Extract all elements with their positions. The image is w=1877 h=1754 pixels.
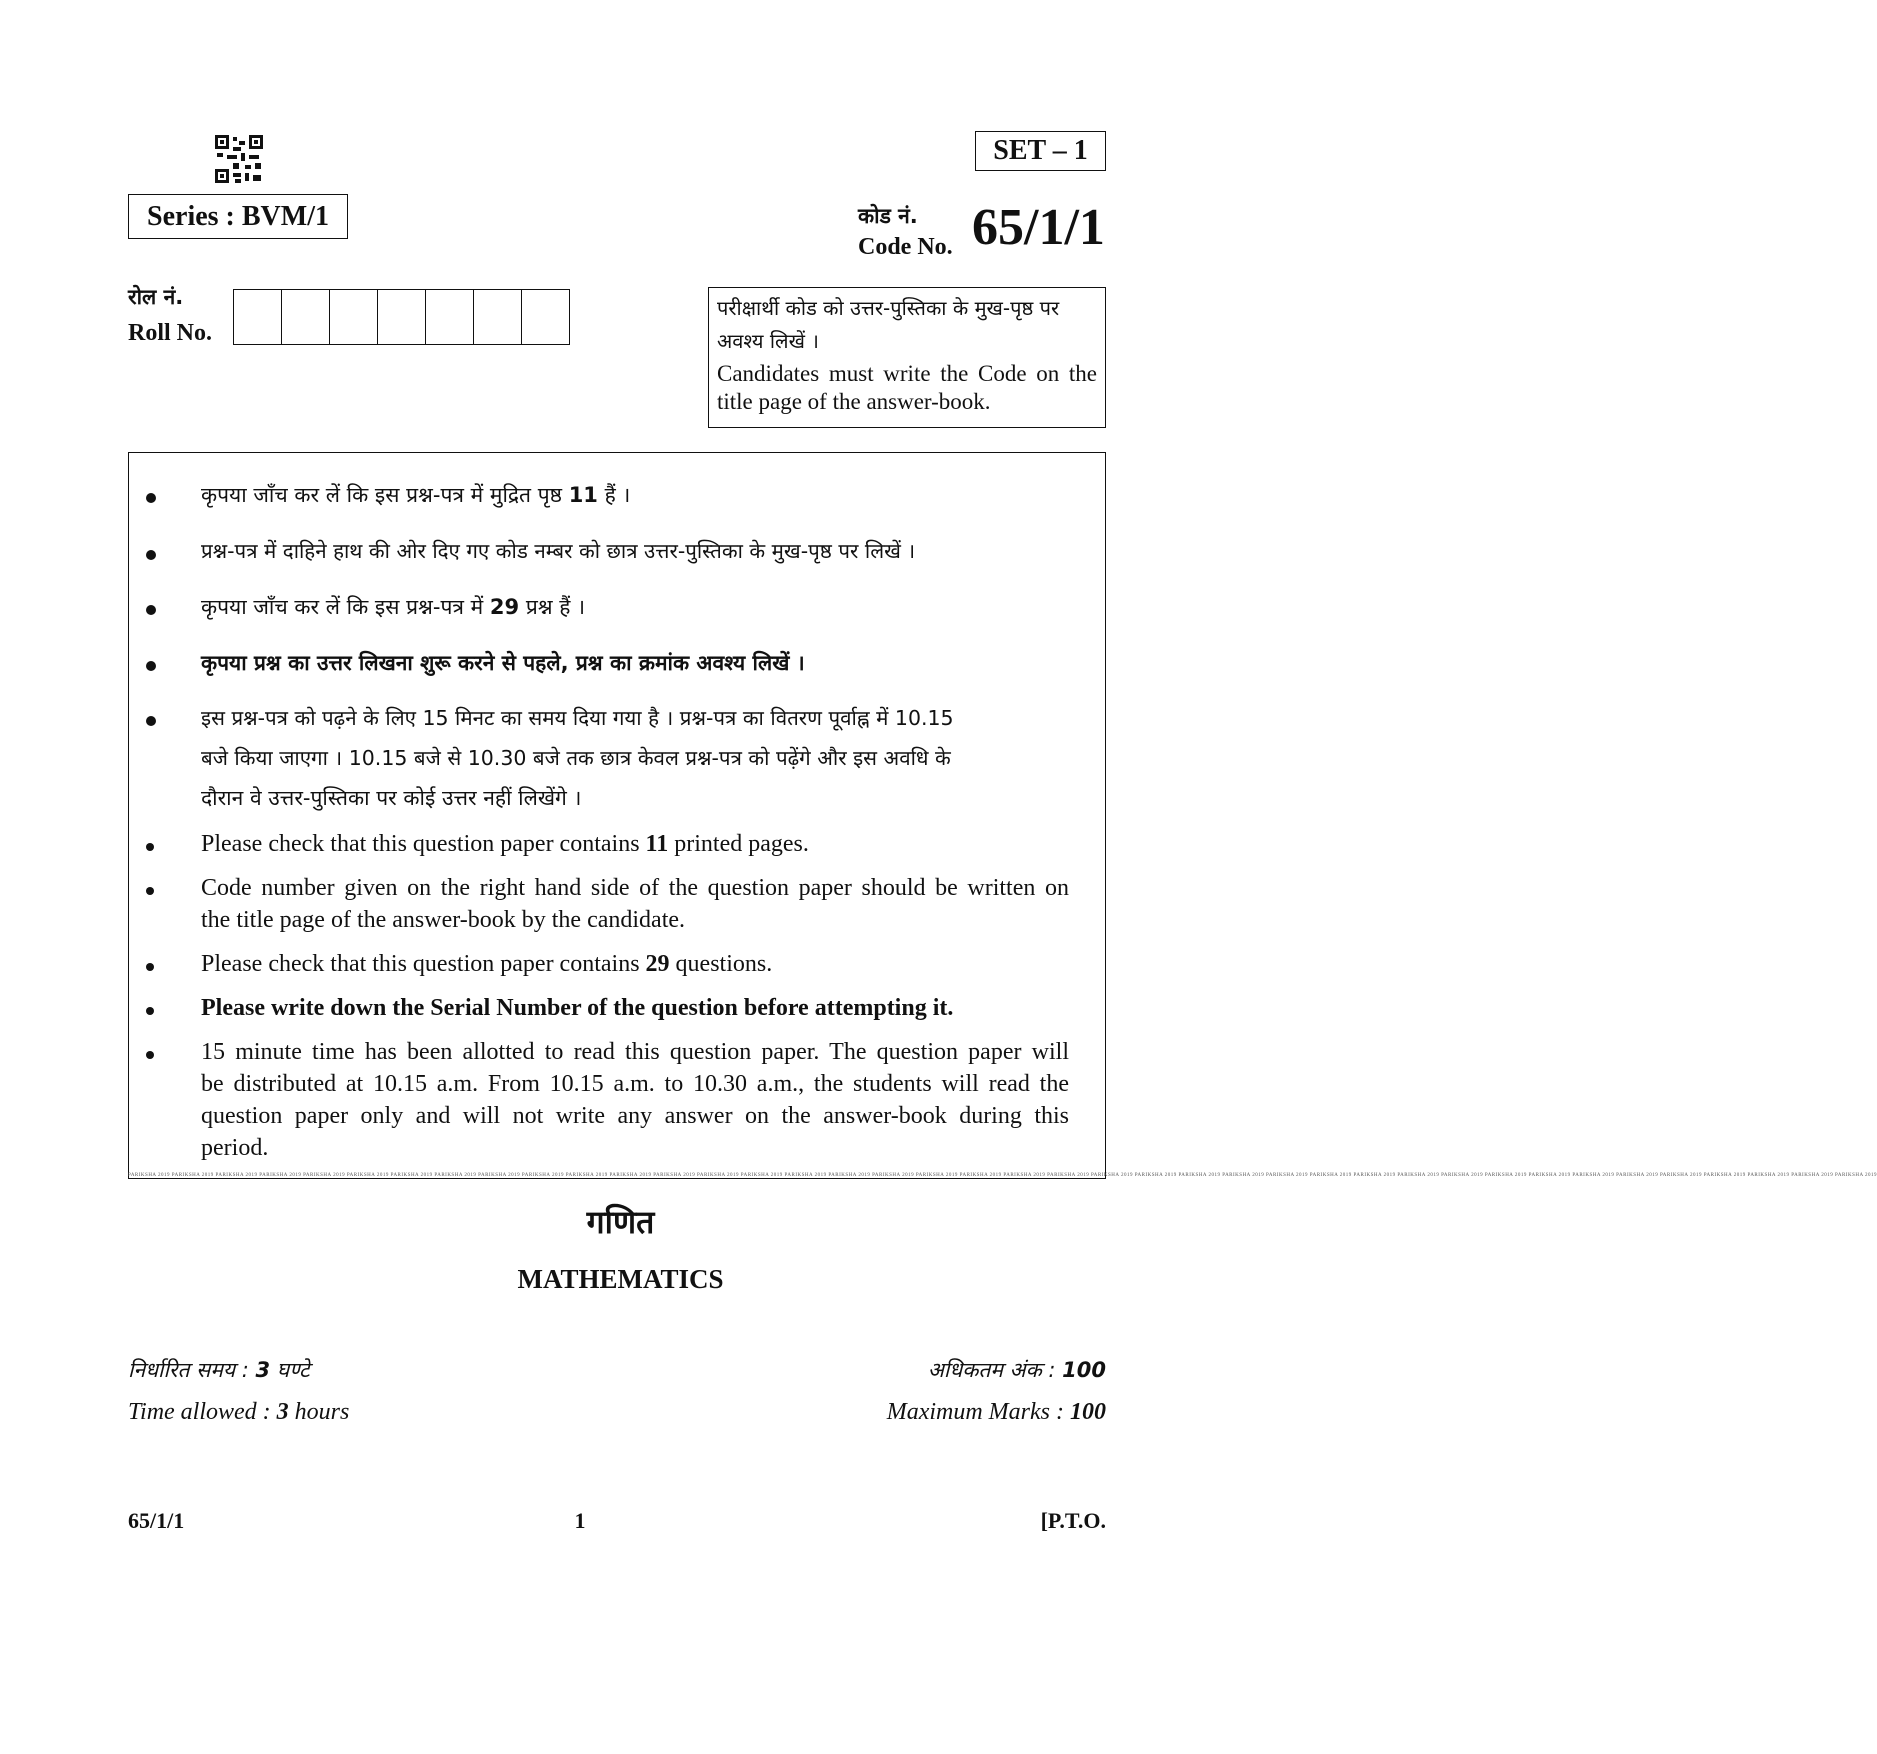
instruction-text: कृपया जाँच कर लें कि इस प्रश्न-पत्र में: [201, 595, 490, 619]
instruction-en-5-line-4: period.: [201, 1135, 269, 1161]
bullet: [146, 716, 156, 726]
instruction-en-5-line-3: question paper only and will not write any answer on the answer-book during this: [201, 1103, 1069, 1129]
instruction-text: Please check that this question paper contains: [201, 951, 646, 977]
question-count: 29: [645, 951, 670, 977]
instruction-en-3: [201, 951, 772, 978]
instruction-en-2-line-1: Code number given on the right hand side of the question paper should be written on: [201, 875, 1069, 901]
instruction-hi-1: [201, 481, 630, 509]
instructions-box: [128, 452, 1877, 1179]
roll-number-cell[interactable]: [474, 290, 522, 344]
subject-title-hindi: गणित: [586, 1203, 655, 1241]
time-allowed-hindi: [128, 1356, 310, 1384]
instruction-en-4: Please write down the Serial Number of the question before attempting it.: [201, 995, 954, 1021]
instruction-hi-3: [201, 593, 585, 621]
instruction-text: Please check that this question paper contains: [201, 831, 646, 857]
bullet: [146, 887, 154, 895]
roll-label: Roll No.: [128, 320, 212, 346]
roll-number-grid[interactable]: [233, 289, 570, 345]
instruction-hi-5-line-1: इस प्रश्न-पत्र को पढ़ने के लिए 15 मिनट का समय दिया गया है । प्रश्न-पत्र का वितरण पूर्वाह्न में 10.15: [201, 706, 954, 730]
instruction-hi-5-line-3: दौरान वे उत्तर-पुस्तिका पर कोई उत्तर नहीं लिखेंगे ।: [201, 786, 582, 810]
series-label: Series : BVM/1: [128, 194, 348, 239]
question-count: 29: [489, 595, 520, 619]
max-marks: [887, 1399, 1106, 1426]
instruction-en-2-line-2: the title page of the answer-book by the candidate.: [201, 907, 686, 933]
label-text: Time allowed :: [128, 1399, 277, 1425]
hours-value: 3: [276, 1399, 289, 1425]
roll-number-cell[interactable]: [426, 290, 474, 344]
code-label: Code No.: [858, 234, 953, 260]
marks-value: 100: [1070, 1399, 1106, 1425]
roll-number-cell[interactable]: [378, 290, 426, 344]
watermark-strip: PARIKSHA 2019 PARIKSHA 2019 PARIKSHA 2019 PARIKSHA 2019 PARIKSHA 2019 PARIKSHA 2019 PARIKSHA 2019 PARIKSHA 2019 PARIKSHA 2019 PARIKSHA 2019 PARIKSHA 2019 PARIKSHA 2019 PARIKSHA 2019 PARIKSHA 2019 PARIKSHA 2019 PARIKSHA 2019 PARIKSHA 2019 PARIKSHA 2019 PARIKSHA 2019 PARIKSHA 2019 PARIKSHA 2019 PARIKSHA 2019 PARIKSHA 2019 PARIKSHA 2019 PARIKSHA 2019 PARIKSHA 2019 PARIKSHA 2019 PARIKSHA 2019 PARIKSHA 2019 PARIKSHA 2019 PARIKSHA 2019 PARIKSHA 2019 PARIKSHA 2019 PARIKSHA 2019 PARIKSHA 2019 PARIKSHA 2019 PARIKSHA 2019 PARIKSHA 2019 PARIKSHA 2019 PARIKSHA 2019: [128, 1173, 1877, 1178]
bullet: [146, 661, 156, 671]
label-text: hours: [288, 1399, 350, 1425]
marks-value: 100: [1062, 1358, 1106, 1382]
pto-label: [P.T.O.: [1040, 1508, 1106, 1533]
instruction-en-1: [201, 831, 809, 858]
roll-number-cell[interactable]: [522, 290, 569, 344]
candidate-note-hindi: परीक्षार्थी कोड को उत्तर-पुस्तिका के मुख-पृष्ठ पर अवश्य लिखें ।: [717, 296, 1060, 353]
footer-code: 65/1/1: [128, 1508, 185, 1533]
roll-number-cell[interactable]: [282, 290, 330, 344]
roll-label-hindi: रोल नं.: [128, 285, 184, 309]
label-text: निर्धारित समय :: [128, 1358, 256, 1382]
bullet: [146, 1007, 154, 1015]
bullet: [146, 605, 156, 615]
instruction-text: questions.: [669, 951, 773, 977]
label-text: Maximum Marks :: [886, 1399, 1070, 1425]
label-text: अधिकतम अंक :: [927, 1358, 1063, 1382]
candidate-note-box: [708, 287, 1106, 428]
code-label-hindi: कोड नं.: [858, 204, 918, 228]
set-label: SET – 1: [975, 131, 1106, 171]
candidate-note-english: Candidates must write the Code on the title page of the answer-book.: [717, 361, 1097, 414]
page-count: 11: [645, 831, 669, 857]
time-allowed: [128, 1399, 349, 1426]
code-number: 65/1/1: [972, 199, 1105, 256]
bullet: [146, 493, 156, 503]
bullet: [146, 963, 154, 971]
roll-number-cell[interactable]: [234, 290, 282, 344]
instruction-en-5-line-1: 15 minute time has been allotted to read this question paper. The question paper will: [201, 1039, 1069, 1065]
label-text: घण्टे: [270, 1358, 310, 1382]
bullet: [146, 1051, 154, 1059]
instruction-en-5-line-2: be distributed at 10.15 a.m. From 10.15 a.m. to 10.30 a.m., the students will read the: [201, 1071, 1069, 1097]
bullet: [146, 550, 156, 560]
instruction-text: हैं ।: [597, 483, 631, 507]
page-count: 11: [568, 483, 598, 507]
bullet: [146, 843, 154, 851]
qr-code-icon: [215, 135, 263, 183]
instruction-hi-4: कृपया प्रश्न का उत्तर लिखना शुरू करने से पहले, प्रश्न का क्रमांक अवश्य लिखें ।: [201, 651, 805, 675]
hours-value: 3: [255, 1358, 271, 1382]
subject-title: MATHEMATICS: [517, 1264, 724, 1294]
instruction-text: कृपया जाँच कर लें कि इस प्रश्न-पत्र में मुद्रित पृष्ठ: [201, 483, 569, 507]
instruction-text: printed pages.: [668, 831, 809, 857]
instruction-hi-5-line-2: बजे किया जाएगा । 10.15 बजे से 10.30 बजे तक छात्र केवल प्रश्न-पत्र को पढ़ेंगे और इस अवधि के: [201, 746, 951, 770]
roll-number-cell[interactable]: [330, 290, 378, 344]
instruction-hi-2: प्रश्न-पत्र में दाहिने हाथ की ओर दिए गए कोड नम्बर को छात्र उत्तर-पुस्तिका के मुख-पृष्ठ पर लिखें ।: [201, 539, 916, 563]
max-marks-hindi: [928, 1356, 1106, 1384]
page-number: 1: [574, 1508, 586, 1533]
instruction-text: प्रश्न हैं ।: [519, 595, 586, 619]
